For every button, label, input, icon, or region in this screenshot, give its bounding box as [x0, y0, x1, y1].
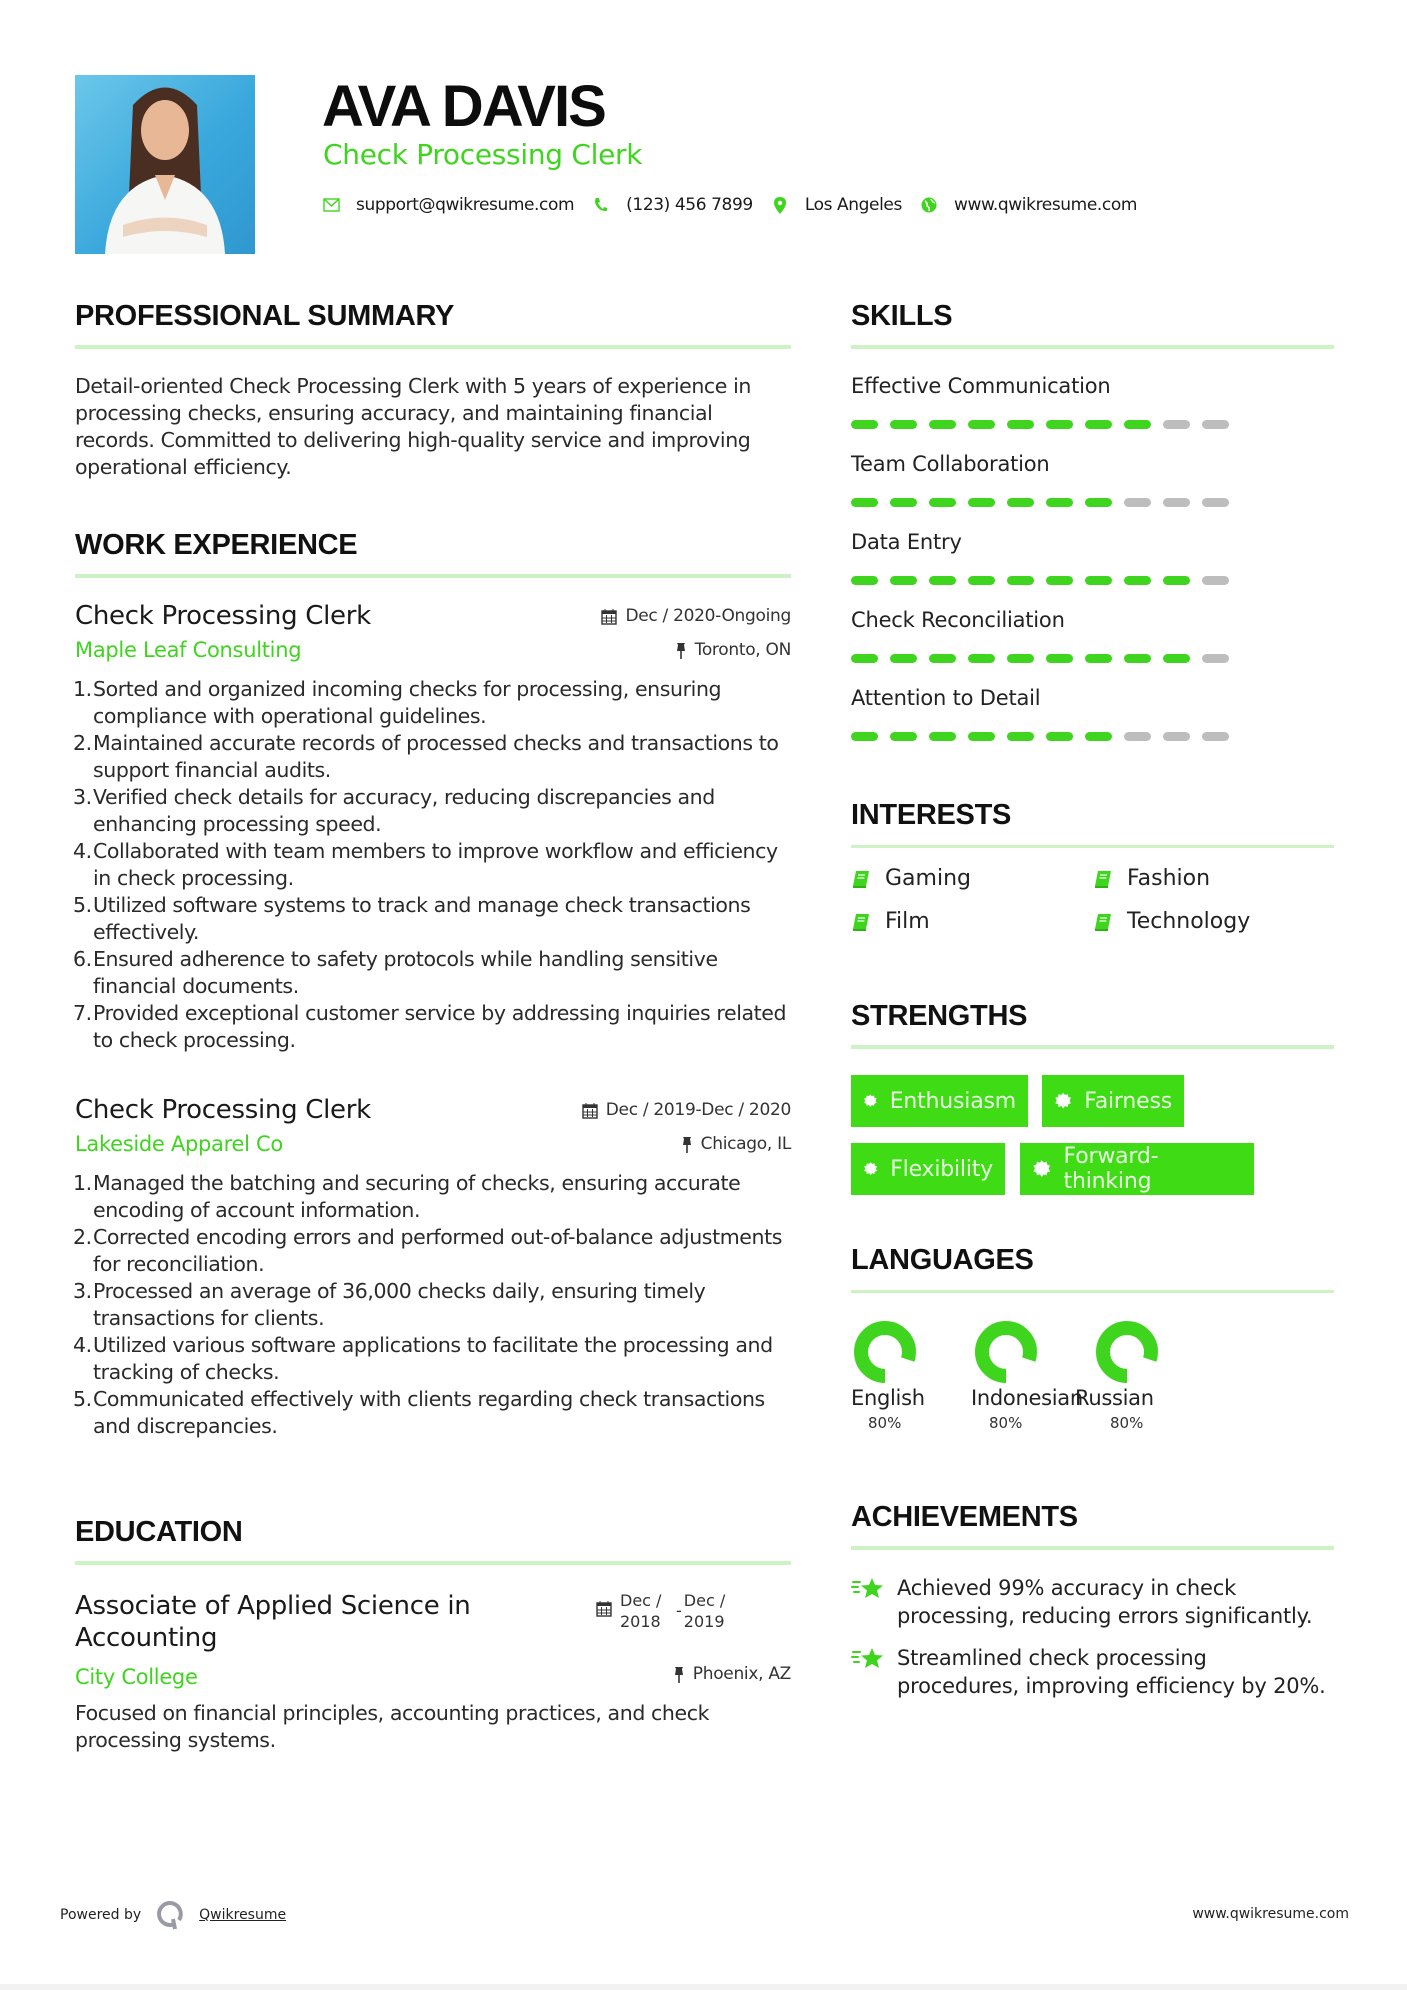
strength-label: Enthusiasm [889, 1088, 1016, 1114]
list-item: Communicated effectively with clients regarding check transactions and discrepancies. [93, 1387, 765, 1438]
education-end [684, 1590, 725, 1632]
rating-segment-filled [1085, 576, 1112, 585]
interest-label: Film [885, 909, 930, 934]
rating-segment-filled [1085, 420, 1112, 429]
job-entry-1 [75, 600, 791, 1054]
rating-segment-filled [1007, 498, 1034, 507]
interest-label: Fashion [1127, 866, 1211, 891]
interest-item [851, 909, 1093, 934]
list-item: Collaborated with team members to improve workflow and efficiency in check processing. [93, 839, 778, 890]
contact-location: Los Angeles [804, 195, 902, 215]
strength-label: Flexibility [890, 1156, 993, 1182]
email-icon [322, 196, 340, 214]
pushpin-icon [675, 642, 687, 659]
list-item: Utilized software systems to track and manage check transactions effectively. [93, 893, 751, 944]
language-item [851, 1386, 961, 1432]
education-description: Focused on financial principles, accounting practices, and check processing systems. [75, 1701, 710, 1752]
book-icon [851, 912, 871, 932]
book-icon [851, 869, 871, 889]
rating-segment-filled [1085, 732, 1112, 741]
languages-heading: LANGUAGES [851, 1244, 1034, 1276]
list-item: Ensured adherence to safety protocols while handling sensitive financial documents. [93, 947, 718, 998]
rating-segment-filled [1085, 498, 1112, 507]
map-marker-icon [771, 196, 789, 214]
strength-badge [1042, 1075, 1184, 1127]
summary-text: Detail-oriented Check Processing Clerk with 5 years of experience in processing checks, ensuring accuracy, and maintaining financial records. Committed to delivering high-quality service and improving operational efficiency. [75, 374, 752, 479]
job-responsibilities [75, 676, 791, 1054]
rating-segment-filled [968, 732, 995, 741]
strength-badge [851, 1075, 1028, 1127]
badge-icon [1054, 1091, 1072, 1111]
calendar-icon [582, 1102, 598, 1119]
degree-title: Associate of Applied Science in Accounting [75, 1591, 471, 1653]
language-item [1075, 1386, 1185, 1432]
skill-rating-bar [851, 420, 1334, 429]
achievements-list [851, 1574, 1334, 1714]
rating-segment-empty [1202, 576, 1229, 585]
skill-rating-bar [851, 498, 1334, 507]
badge-icon [863, 1159, 878, 1179]
rating-segment-filled [1046, 732, 1073, 741]
skill-rating-bar [851, 576, 1334, 585]
rating-segment-filled [851, 654, 878, 663]
school-name: City College [75, 1665, 198, 1689]
badge-icon [863, 1091, 878, 1111]
strengths-divider [851, 1045, 1334, 1049]
job-location [681, 1134, 791, 1154]
job-dates-text: Dec / 2019-Dec / 2020 [605, 1100, 791, 1120]
education-heading: EDUCATION [75, 1516, 243, 1548]
rating-segment-filled [929, 576, 956, 585]
rating-segment-filled [890, 498, 917, 507]
language-progress-ring [853, 1320, 917, 1384]
rating-segment-filled [1163, 654, 1190, 663]
job-location-text: Chicago, IL [700, 1134, 791, 1154]
interest-item [1093, 909, 1335, 934]
skill-item [851, 450, 1334, 528]
rating-segment-filled [968, 576, 995, 585]
job-dates-text: Dec / 2020-Ongoing [625, 606, 791, 626]
powered-by-label: Powered by [60, 1907, 142, 1923]
interests-list [851, 866, 1334, 934]
rating-segment-filled [1007, 732, 1034, 741]
language-percent: 80% [1110, 1414, 1144, 1432]
rating-segment-filled [1046, 498, 1073, 507]
badge-icon [1032, 1159, 1052, 1179]
profile-photo [75, 75, 255, 254]
skill-label: Effective Communication [851, 374, 1111, 398]
rating-segment-filled [1046, 420, 1073, 429]
calendar-icon [596, 1600, 612, 1617]
experience-divider [75, 574, 791, 578]
rating-segment-filled [1007, 654, 1034, 663]
end-month: Dec / [683, 1591, 726, 1610]
rating-segment-filled [1124, 654, 1151, 663]
globe-icon [920, 196, 938, 214]
list-item: Sorted and organized incoming checks for processing, ensuring compliance with operational guidelines. [93, 677, 722, 728]
rating-segment-filled [1046, 654, 1073, 663]
language-name: Indonesian [971, 1386, 1083, 1410]
rating-segment-filled [1007, 576, 1034, 585]
list-item: Maintained accurate records of processed checks and transactions to support financial audits. [93, 731, 779, 782]
candidate-name: AVA DAVIS [322, 74, 605, 139]
footer-website[interactable]: www.qwikresume.com [1192, 1906, 1349, 1922]
interest-label: Gaming [885, 866, 971, 891]
language-name: English [851, 1386, 925, 1410]
job-entry-2 [75, 1094, 791, 1440]
rating-segment-filled [968, 420, 995, 429]
rating-segment-filled [851, 498, 878, 507]
list-item: Processed an average of 36,000 checks daily, ensuring timely transactions for clients. [93, 1279, 706, 1330]
achievement-text: Achieved 99% accuracy in check processing, reducing errors significantly. [897, 1576, 1313, 1628]
job-responsibilities [75, 1170, 791, 1440]
rating-segment-empty [1163, 420, 1190, 429]
qwikresume-logo-icon [155, 1900, 185, 1930]
rating-segment-filled [1163, 576, 1190, 585]
summary-divider [75, 345, 791, 349]
powered-by [60, 1900, 286, 1930]
strength-badge [1020, 1143, 1254, 1195]
company-name: Maple Leaf Consulting [75, 638, 302, 662]
language-progress-ring [974, 1320, 1038, 1384]
job-dates [582, 1100, 791, 1120]
job-title: Check Processing Clerk [75, 601, 371, 631]
rating-segment-filled [1046, 576, 1073, 585]
skill-label: Check Reconciliation [851, 608, 1065, 632]
rating-segment-filled [1124, 576, 1151, 585]
rating-segment-empty [1202, 498, 1229, 507]
achievement-item [851, 1644, 1334, 1700]
rating-segment-filled [851, 732, 878, 741]
rating-segment-filled [890, 732, 917, 741]
rating-segment-filled [890, 654, 917, 663]
achievements-divider [851, 1546, 1334, 1550]
calendar-icon [601, 608, 617, 625]
language-item [971, 1386, 1081, 1432]
shooting-star-icon [851, 1646, 885, 1672]
company-name: Lakeside Apparel Co [75, 1132, 283, 1156]
rating-segment-filled [929, 732, 956, 741]
achievement-text: Streamlined check processing procedures, improving efficiency by 20%. [897, 1646, 1326, 1698]
list-item: Corrected encoding errors and performed out-of-balance adjustments for reconciliation. [93, 1225, 782, 1276]
end-year: 2019 [683, 1612, 725, 1631]
job-dates [601, 606, 791, 626]
language-name: Russian [1075, 1386, 1154, 1410]
skill-label: Attention to Detail [851, 686, 1041, 710]
skill-rating-bar [851, 654, 1334, 663]
rating-segment-empty [1124, 732, 1151, 741]
start-year: 2018 [620, 1612, 661, 1631]
interest-label: Technology [1127, 909, 1251, 934]
phone-icon [592, 196, 610, 214]
rating-segment-filled [929, 420, 956, 429]
contact-website[interactable]: www.qwikresume.com [953, 195, 1138, 215]
rating-segment-empty [1124, 498, 1151, 507]
skill-rating-bar [851, 732, 1334, 741]
achievement-item [851, 1574, 1334, 1630]
interest-item [1093, 866, 1335, 891]
achievements-heading: ACHIEVEMENTS [851, 1501, 1078, 1533]
list-item: Verified check details for accuracy, reducing discrepancies and enhancing processing speed. [93, 785, 715, 836]
rating-segment-filled [968, 498, 995, 507]
rating-segment-filled [1085, 654, 1112, 663]
strength-label: Fairness [1084, 1088, 1172, 1114]
contact-phone[interactable]: (123) 456 7899 [626, 195, 753, 215]
skill-item [851, 684, 1334, 762]
rating-segment-empty [1202, 654, 1229, 663]
rating-segment-empty [1163, 498, 1190, 507]
skill-label: Team Collaboration [851, 452, 1050, 476]
education-divider [75, 1561, 791, 1565]
education-location [591, 1664, 791, 1684]
skill-item [851, 606, 1334, 684]
shooting-star-icon [851, 1576, 885, 1602]
list-item: Utilized various software applications to facilitate the processing and tracking of checks. [93, 1333, 773, 1384]
experience-heading: WORK EXPERIENCE [75, 529, 358, 561]
skills-heading: SKILLS [851, 300, 953, 332]
contact-email[interactable]: support@qwikresume.com [356, 195, 575, 215]
skills-list [851, 372, 1334, 762]
language-progress-ring [1095, 1320, 1159, 1384]
rating-segment-empty [1202, 732, 1229, 741]
rating-segment-filled [851, 420, 878, 429]
interests-heading: INTERESTS [851, 799, 1012, 831]
language-percent: 80% [989, 1414, 1023, 1432]
list-item: Provided exceptional customer service by addressing inquiries related to check processing. [93, 1001, 787, 1052]
contact-bar [322, 193, 1155, 217]
list-item: Managed the batching and securing of checks, ensuring accurate encoding of account information. [93, 1171, 741, 1222]
bottom-strip [0, 1984, 1407, 1990]
languages-divider [851, 1290, 1334, 1293]
rating-segment-empty [1202, 420, 1229, 429]
job-location [675, 640, 791, 660]
candidate-title: Check Processing Clerk [323, 138, 643, 171]
skill-label: Data Entry [851, 530, 962, 554]
language-percent: 80% [868, 1414, 902, 1432]
job-title: Check Processing Clerk [75, 1095, 371, 1125]
strength-badge [851, 1143, 1005, 1195]
date-separator: - [676, 1601, 682, 1620]
education-start [620, 1590, 676, 1632]
skills-divider [851, 345, 1334, 349]
skill-item [851, 372, 1334, 450]
job-location-text: Toronto, ON [694, 640, 791, 660]
pushpin-icon [673, 1666, 685, 1683]
rating-segment-empty [1163, 732, 1190, 741]
rating-segment-filled [890, 576, 917, 585]
interests-divider [851, 845, 1334, 848]
rating-segment-filled [1124, 420, 1151, 429]
rating-segment-filled [929, 498, 956, 507]
qwikresume-link[interactable]: Qwikresume [199, 1907, 287, 1923]
pushpin-icon [681, 1136, 693, 1153]
rating-segment-filled [1007, 420, 1034, 429]
rating-segment-filled [851, 576, 878, 585]
book-icon [1093, 912, 1113, 932]
start-month: Dec / [620, 1591, 662, 1610]
strengths-heading: STRENGTHS [851, 1000, 1028, 1032]
rating-segment-filled [968, 654, 995, 663]
skill-item [851, 528, 1334, 606]
avatar-illustration [75, 75, 255, 254]
education-location-text: Phoenix, AZ [692, 1664, 791, 1684]
strength-label: Forward-thinking [1063, 1144, 1159, 1194]
interest-item [851, 866, 1093, 891]
rating-segment-filled [929, 654, 956, 663]
summary-heading: PROFESSIONAL SUMMARY [75, 300, 455, 332]
rating-segment-filled [890, 420, 917, 429]
education-dates [596, 1590, 725, 1632]
book-icon [1093, 869, 1113, 889]
